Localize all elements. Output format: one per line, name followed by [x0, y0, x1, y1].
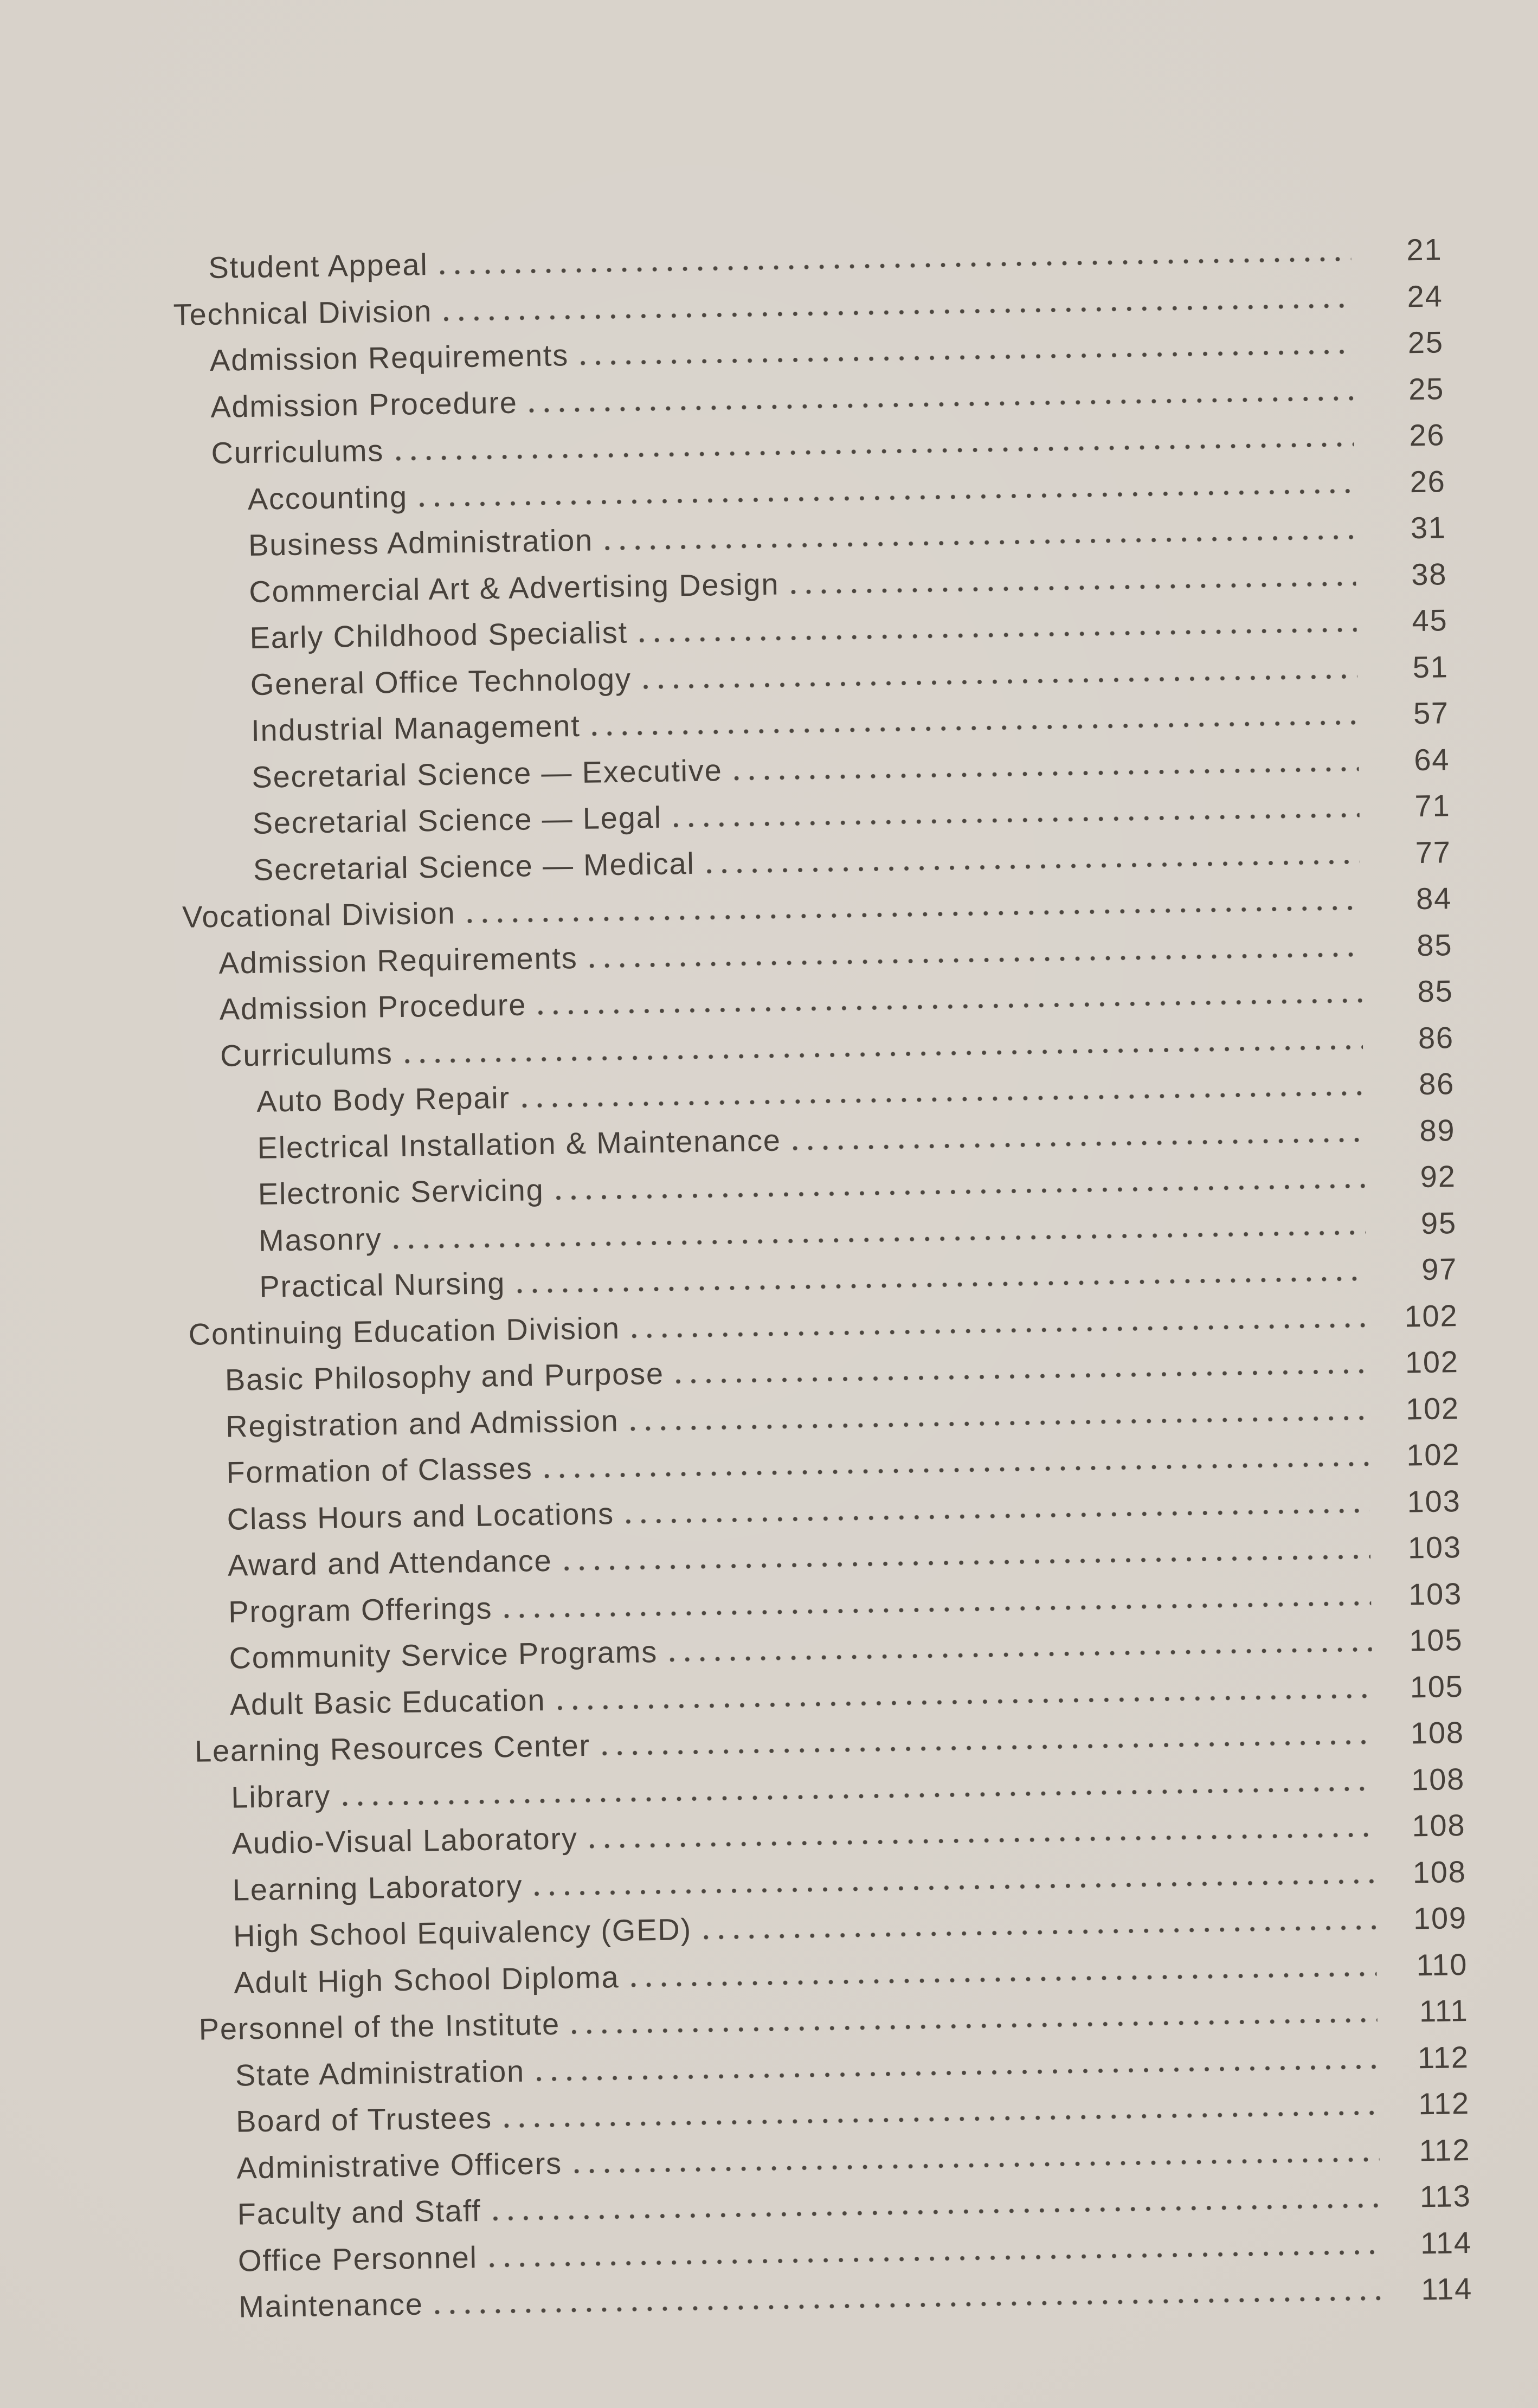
dot-leader — [522, 1091, 1363, 1108]
toc-page-number: 38 — [1411, 556, 1447, 591]
dot-leader — [581, 350, 1353, 365]
dot-leader — [564, 1554, 1370, 1570]
dot-leader — [574, 2157, 1379, 2173]
dot-leader — [504, 1601, 1371, 1618]
toc-entry-label: Adult High School Diploma — [233, 1959, 620, 2000]
dot-leader — [396, 442, 1354, 461]
dot-leader — [537, 2064, 1378, 2081]
toc-entry-label: Maintenance — [238, 2287, 424, 2324]
dot-leader — [557, 1694, 1372, 1710]
toc-page-number: 86 — [1418, 1020, 1455, 1055]
toc-entry-label: Community Service Programs — [229, 1634, 658, 1675]
toc-entry-label: Technical Division — [173, 293, 433, 332]
toc-entry-label: Industrial Management — [250, 708, 581, 748]
toc-entry-label: Library — [230, 1778, 331, 1814]
toc-page-number: 21 — [1406, 232, 1443, 267]
toc-page-number: 86 — [1418, 1066, 1455, 1102]
toc-page-number: 26 — [1408, 417, 1445, 453]
dot-leader — [632, 1323, 1367, 1338]
toc-entry-label: High School Equivalency (GED) — [233, 1912, 692, 1953]
toc-page-number: 25 — [1408, 371, 1445, 406]
toc-page-number: 97 — [1421, 1252, 1458, 1287]
toc-page-number: 112 — [1417, 2039, 1470, 2075]
dot-leader — [538, 999, 1362, 1015]
dot-leader — [602, 1740, 1373, 1755]
toc-entry-label: Basic Philosophy and Purpose — [224, 1356, 665, 1397]
toc-entry-label: Program Offerings — [228, 1591, 493, 1629]
toc-page-number: 26 — [1410, 463, 1446, 499]
toc-entry-label: Electronic Servicing — [258, 1173, 544, 1211]
dot-leader — [556, 1184, 1365, 1200]
dot-leader — [640, 628, 1357, 643]
dot-leader — [593, 720, 1359, 736]
toc-entry-label: Curriculums — [220, 1035, 393, 1073]
toc-page-number: 103 — [1407, 1483, 1461, 1518]
toc-entry-label: Masonry — [258, 1221, 382, 1258]
toc-page-number: 24 — [1407, 278, 1443, 313]
dot-leader — [517, 1277, 1366, 1293]
toc-entry-label: Vocational Division — [182, 896, 456, 934]
toc-page-number: 84 — [1415, 881, 1452, 916]
dot-leader — [468, 906, 1361, 923]
dot-leader — [504, 2110, 1379, 2128]
toc-page-number: 108 — [1412, 1854, 1467, 1889]
dot-leader — [493, 2203, 1380, 2220]
toc-page-number: 102 — [1405, 1390, 1460, 1426]
toc-page-number: 114 — [1420, 2225, 1472, 2260]
dot-leader — [572, 2018, 1378, 2034]
toc-page-number: 112 — [1418, 2085, 1470, 2121]
dot-leader — [420, 488, 1355, 507]
toc-entry-label: Practical Nursing — [259, 1266, 506, 1304]
toc-page-number: 108 — [1412, 1807, 1466, 1843]
toc-page-number: 85 — [1416, 927, 1453, 962]
toc-entry-label: Electrical Installation & Maintenance — [257, 1123, 782, 1165]
toc-entry-label: Secretarial Science — Executive — [251, 752, 723, 794]
dot-leader — [343, 1786, 1374, 1806]
toc-entry-label: Personnel of the Institute — [198, 2006, 561, 2046]
toc-entry-label: Office Personnel — [237, 2239, 478, 2278]
toc-entry-label: Admission Requirements — [218, 940, 578, 980]
toc-page-number: 31 — [1410, 510, 1447, 545]
toc-entry-label: Admission Procedure — [219, 987, 527, 1026]
toc-page-number: 51 — [1412, 649, 1449, 684]
toc-entry-label: Commercial Art & Advertising Design — [248, 566, 780, 609]
toc-entry-label: Board of Trustees — [235, 2100, 493, 2139]
toc-entry-label: Secretarial Science — Medical — [253, 846, 696, 887]
toc-page-number: 112 — [1419, 2132, 1471, 2167]
toc-page-number: 108 — [1410, 1715, 1465, 1750]
toc-page-number: 109 — [1413, 1900, 1468, 1936]
toc-entry-label: Faculty and Staff — [237, 2193, 481, 2231]
dot-leader — [444, 303, 1352, 321]
dot-leader — [530, 396, 1353, 413]
toc-page-number: 105 — [1408, 1622, 1463, 1658]
dot-leader — [405, 1045, 1363, 1063]
dot-leader — [632, 1972, 1377, 1987]
toc-list — [172, 231, 1473, 2336]
toc-page-number: 85 — [1417, 974, 1453, 1009]
toc-entry-label: Early Childhood Specialist — [249, 615, 628, 655]
dot-leader — [490, 2250, 1381, 2267]
toc-page-number: 111 — [1419, 1993, 1469, 2029]
toc-page-number: 102 — [1404, 1298, 1458, 1333]
toc-page-number: 103 — [1408, 1576, 1463, 1611]
toc-page-number: 64 — [1413, 742, 1450, 777]
toc-entry-label: Business Administration — [248, 523, 594, 562]
toc-page-number: 45 — [1412, 603, 1448, 638]
toc-page-number: 108 — [1411, 1761, 1465, 1797]
toc-page-number: 57 — [1413, 696, 1450, 731]
dot-leader — [676, 1369, 1368, 1384]
dot-leader — [791, 581, 1356, 594]
dot-leader — [631, 1415, 1369, 1431]
toc-entry-label: Registration and Admission — [225, 1403, 619, 1444]
toc-page-number: 89 — [1419, 1112, 1456, 1148]
toc-entry-label: Student Appeal — [208, 247, 428, 285]
toc-entry-label: Class Hours and Locations — [227, 1496, 615, 1536]
toc-entry-label: Audio-Visual Laboratory — [231, 1821, 578, 1860]
toc-entry-label: Administrative Officers — [236, 2146, 563, 2185]
dot-leader — [735, 767, 1359, 780]
toc-page-number: 25 — [1407, 325, 1444, 360]
dot-leader — [674, 813, 1360, 828]
toc-page-number: 92 — [1420, 1159, 1457, 1194]
toc-page-number: 95 — [1420, 1205, 1457, 1240]
toc-page-number: 113 — [1419, 2178, 1471, 2214]
dot-leader — [626, 1508, 1370, 1523]
toc-page-number: 77 — [1415, 834, 1452, 870]
dot-leader — [643, 674, 1357, 689]
dot-leader — [707, 859, 1360, 873]
dot-leader — [545, 1461, 1369, 1478]
toc-entry-label: Formation of Classes — [226, 1451, 533, 1490]
toc-entry-label: Learning Resources Center — [194, 1728, 591, 1768]
toc-entry-label: Admission Requirements — [209, 338, 569, 377]
dot-leader — [670, 1647, 1372, 1662]
toc-entry-label: Auto Body Repair — [256, 1080, 511, 1118]
dot-leader — [535, 1879, 1375, 1896]
toc-entry-label: Adult Basic Education — [229, 1682, 546, 1722]
toc-entry-label: Admission Procedure — [210, 385, 518, 424]
toc-entry-label: Secretarial Science — Legal — [252, 800, 662, 840]
dot-leader — [704, 1925, 1376, 1939]
toc-page-number: 114 — [1420, 2271, 1473, 2307]
toc-entry-label: Curriculums — [211, 433, 384, 470]
dot-leader — [793, 1137, 1365, 1150]
dot-leader — [394, 1230, 1366, 1249]
dot-leader — [590, 952, 1362, 968]
toc-entry-label: Accounting — [247, 479, 408, 516]
toc-entry-label: State Administration — [235, 2053, 525, 2092]
toc-page-number: 71 — [1414, 788, 1451, 823]
toc-entry-label: Learning Laboratory — [232, 1868, 523, 1907]
dot-leader — [590, 1832, 1375, 1848]
dot-leader — [605, 535, 1355, 551]
toc-page-number: 102 — [1405, 1344, 1459, 1380]
toc-page-number: 102 — [1406, 1437, 1460, 1472]
dot-leader — [440, 257, 1352, 275]
toc-entry-label: General Office Technology — [250, 661, 632, 701]
toc-page-number: 103 — [1407, 1529, 1462, 1565]
toc-entry-label: Award and Attendance — [227, 1543, 552, 1582]
toc-page-number: 105 — [1410, 1669, 1464, 1704]
toc-entry-label: Continuing Education Division — [188, 1310, 621, 1351]
toc-page-number: 110 — [1416, 1947, 1468, 1982]
dot-leader — [435, 2296, 1381, 2314]
